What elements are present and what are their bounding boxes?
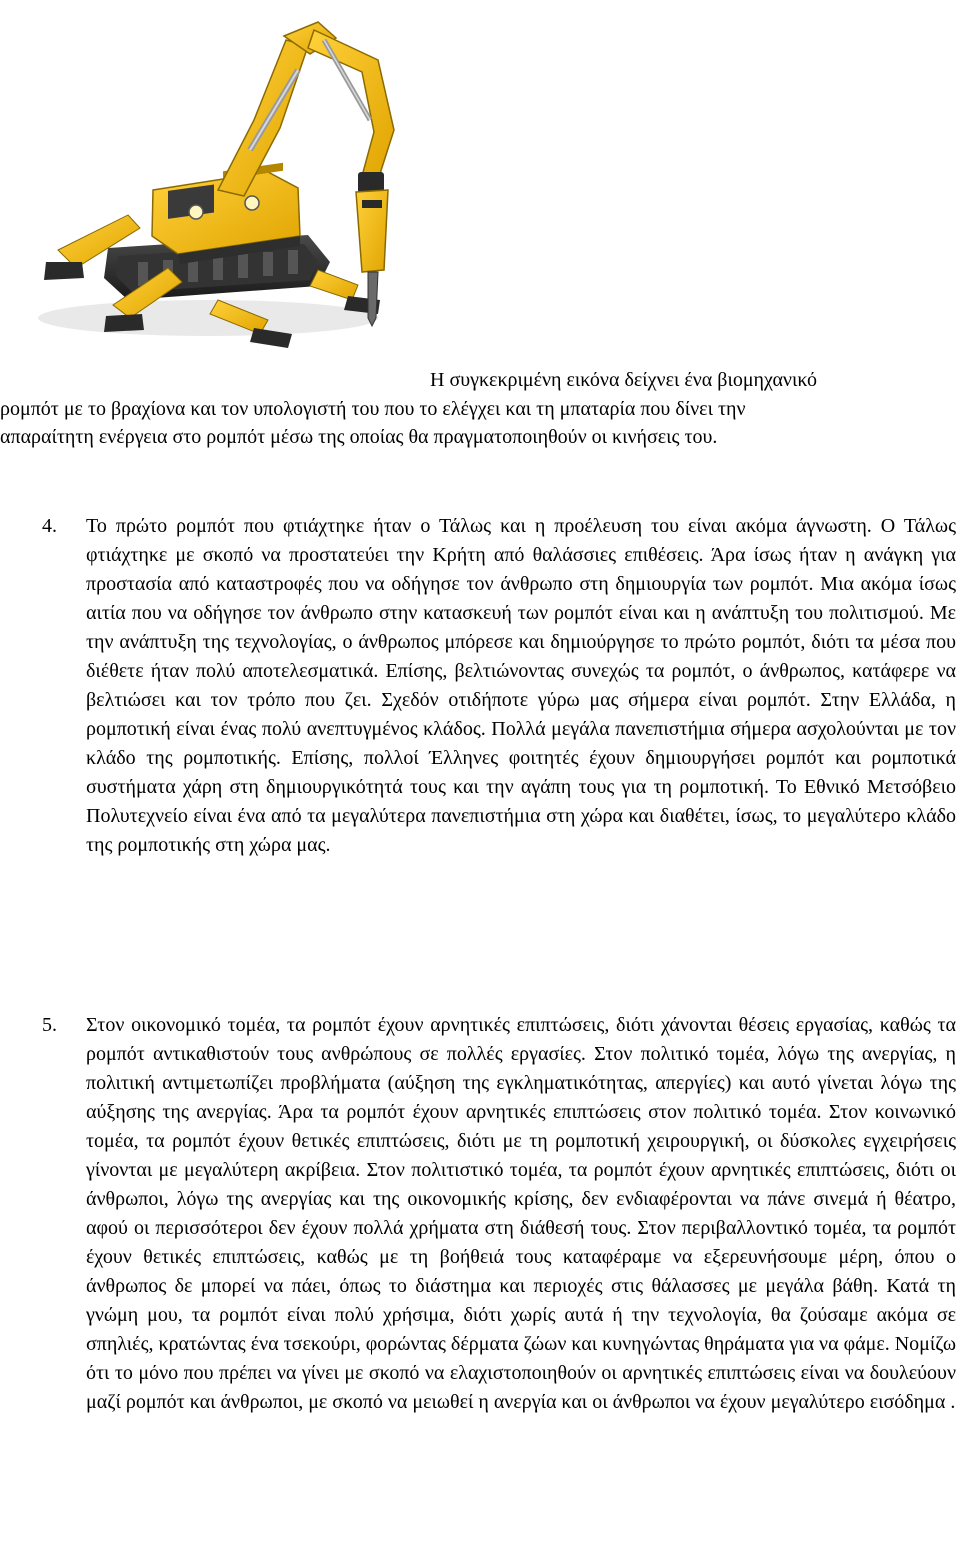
- numbered-paragraph-5: [42, 1011, 956, 1417]
- paragraph-text: Στον οικονομικό τομέα, τα ρομπότ έχουν αρνητικές επιπτώσεις, διότι χάνονται θέσεις εργασίας, καθώς τα ρομπότ αντικαθιστούν τους ανθρώπους σε πολλές εργασίες. Στον πολιτικό τομέα, λόγω της ανεργίας, η πολιτική αντιμετωπίζει προβλήματα (αύξηση της εγκληματικότητας, απεργίες) και αυτό γίνεται λόγω της αύξησης της ανεργίας. Άρα τα ρομπότ έχουν αρνητικές επιπτώσεις στον πολιτικό τομέα. Στον κοινωνικό τομέα, τα ρομπότ έχουν θετικές επιπτώσεις, διότι με τη ρομποτική χειρουργική, οι δύσκολες εγχειρήσεις γίνονται με μεγαλύτερη ακρίβεια. Στον πολιτιστικό τομέα, τα ρομπότ έχουν αρνητικές επιπτώσεις, διότι οι άνθρωποι, λόγω της ανεργίας και της οικονομικής κρίσης, δεν ενδιαφέρονται να πάνε σινεμά ή θέατρο, αφού οι περισσότεροι δεν έχουν πολλά χρήματα στη διάθεσή τους. Στον περιβαλλοντικό τομέα, τα ρομπότ έχουν θετικές επιπτώσεις, καθώς με τη βοήθειά τους καταφέραμε να εξερευνήσουμε μέρη, όπου ο άνθρωπος δε μπορεί να πάει, όπως το διάστημα και περιοχές στις θάλασσες με μεγάλα βάθη. Κατά τη γνώμη μου, τα ρομπότ είναι πολύ χρήσιμα, διότι χωρίς αυτά ή την τεχνολογία, θα ζούσαμε ακόμα σε σπηλιές, κρατώντας ένα τσεκούρι, φορώντας δέρματα ζώων και κυνηγώντας θηράματα για να φάμε. Νομίζω ότι το μόνο που πρέπει να γίνει με σκοπό να ελαχιστοποιηθούν οι αρνητικές επιπτώσεις είναι να δουλεύουν μαζί ρομπότ και άνθρωποι, με σκοπό να μειωθεί η ανεργία και οι άνθρωποι να έχουν μεγαλύτερο εισόδημα .: [86, 1014, 956, 1413]
- paragraph-text: Το πρώτο ρομπότ που φτιάχτηκε ήταν ο Τάλως και η προέλευση του είναι ακόμα άγνωστη. Ο Τάλως φτιάχτηκε με σκοπό να προστατεύει την Κρήτη από θαλάσσιες επιθέσεις. Άρα ίσως ήταν η ανάγκη για προστασία από καταστροφές που να οδήγησε τον άνθρωπο στη δημιουργία των ρομπότ. Μια ακόμα ίσως αιτία που να οδήγησε τον άνθρωπο στην κατασκευή των ρομπότ είναι και η ανάπτυξη του πολιτισμού. Με την ανάπτυξη της τεχνολογίας, ο άνθρωπος μπόρεσε και δημιούργησε το πρώτο ρομπότ, διότι τα μέσα που διέθετε ήταν πολύ αποτελεσματικά. Επίσης, βελτιώνοντας συνεχώς τα ρομπότ, ο άνθρωπος, κατάφερε να βελτιώσει και τον τρόπο που ζει. Σχεδόν οτιδήποτε γύρω μας σήμερα είναι ρομπότ. Στην Ελλάδα, η ρομποτική είναι ένας πολύ ανεπτυγμένος κλάδος. Πολλά μεγάλα πανεπιστήμια σήμερα ασχολούνται με τον κλάδο της ρομποτικής. Επίσης, πολλοί Έλληνες φοιτητές έχουν δημιουργήσει ρομπότ και ρομποτικά συστήματα χάρη στη δημιουργικότητά τους και την αγάπη τους για τη ρομποτική. Το Εθνικό Μετσόβειο Πολυτεχνείο είναι ένα από τα μεγαλύτερα πανεπιστήμια στη χώρα και διαθέτει, ίσως, το μεγαλύτερο κλάδο της ρομποτικής στη χώρα μας.: [86, 515, 956, 856]
- caption-line-3: απαραίτητη ενέργεια στο ρομπότ μέσω της οποίας θα πραγματοποιηθούν οι κινήσεις του.: [0, 426, 718, 448]
- caption-line-2: ρομπότ με το βραχίονα και τον υπολογιστή του που το ελέγχει και τη μπαταρία που δίνει την: [0, 397, 746, 420]
- image-caption: [0, 366, 960, 452]
- paragraph-number: 5.: [42, 1014, 57, 1036]
- numbered-paragraph-4: [42, 512, 956, 860]
- paragraph-number: 4.: [42, 515, 57, 537]
- industrial-robot-image: [18, 0, 458, 360]
- caption-line-1: Η συγκεκριμένη εικόνα δείχνει ένα βιομηχανικό: [430, 369, 817, 391]
